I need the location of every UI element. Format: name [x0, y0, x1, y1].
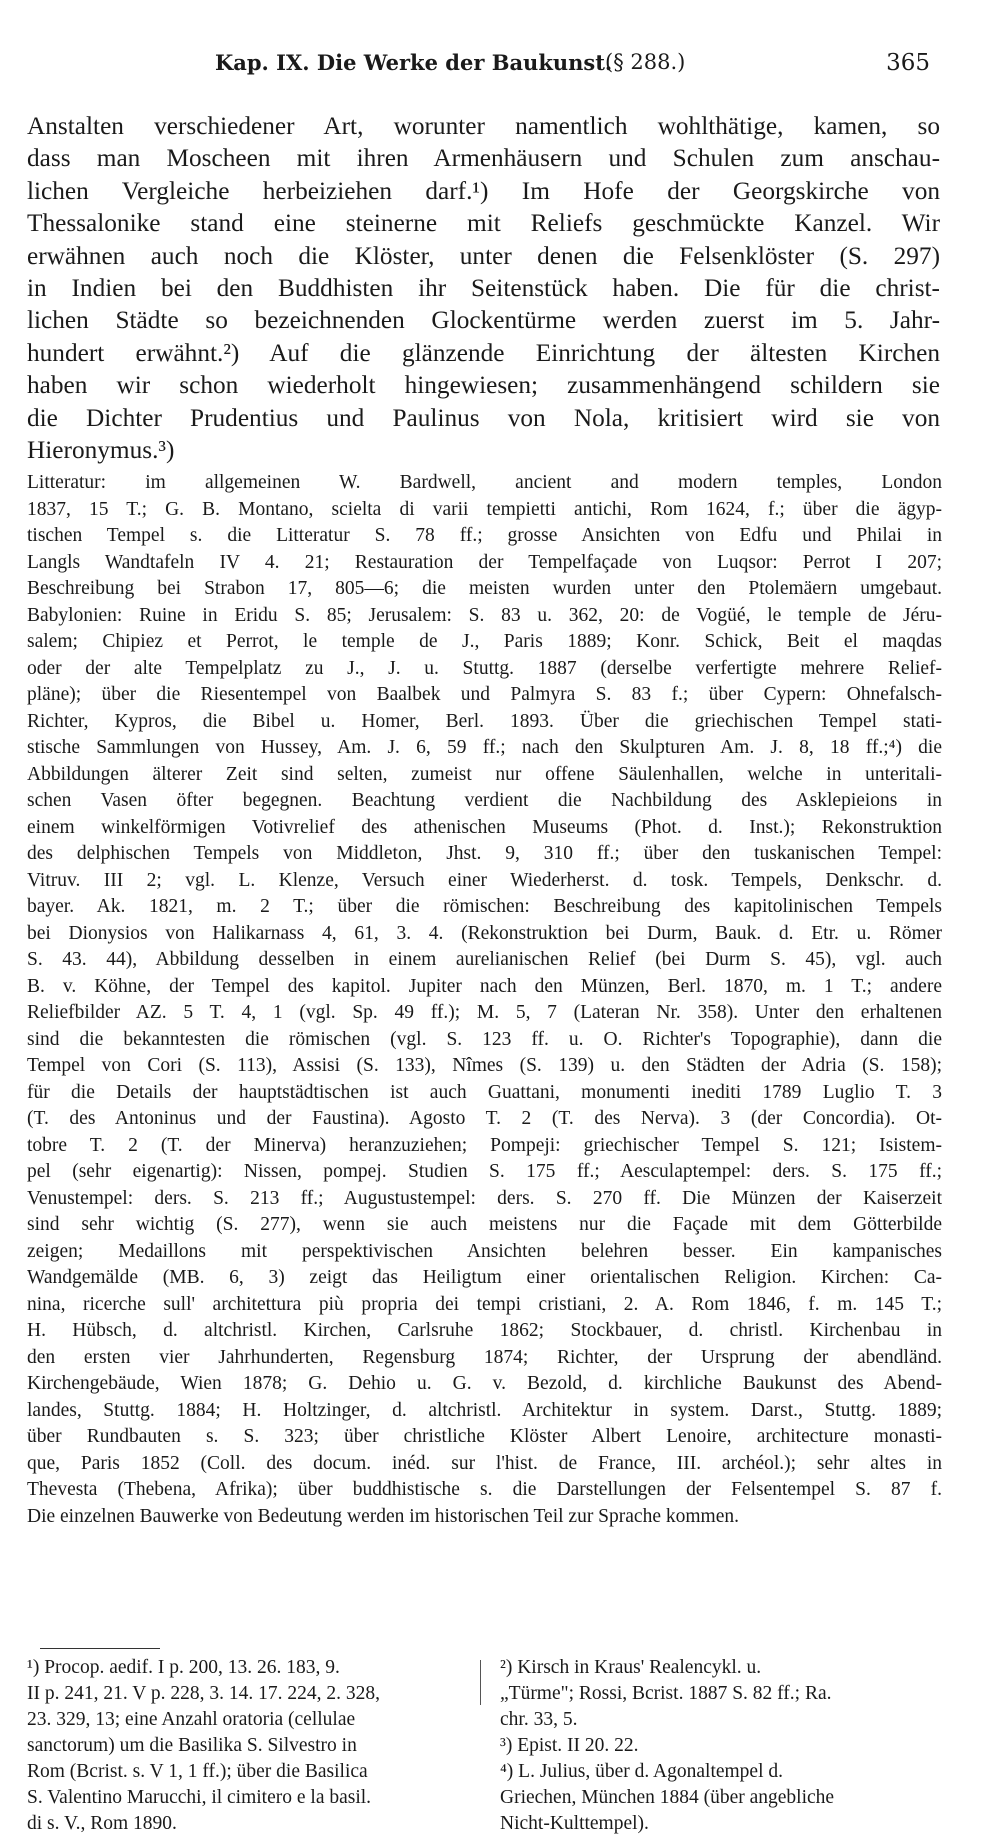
literature-line: Langls Wandtafeln IV 4. 21; Restauration der Tempelfaçade von Luqsor: Perrot I 207;	[27, 551, 942, 573]
footnotes-left-column	[27, 1655, 467, 1837]
footnote-line: di s. V., Rom 1890.	[27, 1813, 177, 1834]
literature-line: salem; Chipiez et Perrot, le temple de J., Paris 1889; Konr. Schick, Beit el maqdas	[27, 631, 942, 652]
chapter-title: Kap. IX. Die Werke der Baukunst.	[215, 50, 613, 75]
page-number: 365	[886, 50, 930, 76]
text-line: lichen Vergleiche herbeiziehen darf.¹) Im Hofe der Georgskirche von	[27, 176, 940, 205]
literature-line: Richter, Kypros, die Bibel u. Homer, Berl. 1893. Über die griechischen Tempel stati-	[27, 710, 942, 732]
literature-line: sind die bekanntesten die römischen (vgl. S. 123 ff. u. O. Richter's Topographie), dann die	[27, 1028, 942, 1050]
literature-line: bayer. Ak. 1821, m. 2 T.; über die römischen: Beschreibung des kapitolinischen Tempels	[27, 896, 942, 917]
literature-line: den ersten vier Jahrhunderten, Regensburg 1874; Richter, der Ursprung der abendländ.	[27, 1346, 942, 1368]
literature-line: bei Dionysios von Halikarnass 4, 61, 3. 4. (Rekonstruktion bei Durm, Bauk. d. Etr. u. Römer	[27, 922, 942, 944]
footnote-line: chr. 33, 5.	[500, 1709, 578, 1730]
literature-line: Babylonien: Ruine in Eridu S. 85; Jerusalem: S. 83 u. 362, 20: de Vogüé, le temple de Jéru-	[27, 604, 942, 626]
literature-line: Vitruv. III 2; vgl. L. Klenze, Versuch einer Wiederherst. d. tosk. Tempels, Denkschr. d.	[27, 869, 942, 891]
literature-line: für die Details der hauptstädtischen ist auch Guattani, monumenti inediti 1789 Luglio T. 3	[27, 1081, 942, 1103]
literature-line: Venustempel: ders. S. 213 ff.; Augustustempel: ders. S. 270 ff. Die Münzen der Kaiserzeit	[27, 1187, 942, 1209]
literature-line: Litteratur: im allgemeinen W. Bardwell, ancient and modern temples, London	[27, 472, 942, 493]
footnote-line: ²) Kirsch in Kraus' Realencykl. u.	[500, 1657, 762, 1678]
literature-line: Beschreibung bei Strabon 17, 805—6; die meisten wurden unter den Ptolemäern umgebaut.	[27, 578, 942, 599]
literature-line: stische Sammlungen von Hussey, Am. J. 6, 59 ff.; nach den Skulpturen Am. J. 8, 18 ff.;⁴) die	[27, 737, 942, 758]
literature-line: sind sehr wichtig (S. 277), wenn sie auch meistens nur die Façade mit dem Götterbilde	[27, 1214, 942, 1235]
literature-line: landes, Stuttg. 1884; H. Holtzinger, d. altchristl. Architektur in system. Darst., Stuttg. 1889;	[27, 1399, 942, 1421]
footnote-line: II p. 241, 21. V p. 228, 3. 14. 17. 224, 2. 328,	[27, 1683, 380, 1704]
literature-line: Wandgemälde (MB. 6, 3) zeigt das Heiligtum einer orientalischen Religion. Kirchen: Ca-	[27, 1267, 942, 1288]
text-line: in Indien bei den Buddhisten ihr Seitenstück haben. Die für die christ-	[27, 274, 940, 303]
literature-line: S. 43. 44), Abbildung desselben in einem aurelianischen Relief (bei Durm S. 45), vgl. auch	[27, 949, 942, 970]
literature-paragraph	[27, 470, 942, 1530]
footnote-line: ⁴) L. Julius, über d. Agonaltempel d.	[500, 1761, 784, 1782]
literature-line: nina, ricerche sull' architettura più propria dei tempi cristiani, 2. A. Rom 1846, f. m. 145 T.;	[27, 1293, 942, 1315]
text-line: haben wir schon wiederholt hingewiesen; zusammenhängend schildern sie	[27, 371, 940, 400]
literature-line: Thevesta (Thebena, Afrika); über buddhistische s. die Darstellungen der Felsentempel S. 87 f.	[27, 1479, 942, 1500]
running-header	[200, 50, 950, 80]
literature-line: schen Vasen öfter begegnen. Beachtung verdient die Nachbildung des Asklepieions in	[27, 790, 942, 811]
literature-line: Abbildungen älterer Zeit sind selten, zumeist nur offene Säulenhallen, welche in unteritali-	[27, 763, 942, 785]
literature-line: (T. des Antoninus und der Faustina). Agosto T. 2 (T. des Nerva). 3 (der Concordia). Ot-	[27, 1108, 942, 1129]
main-paragraph	[27, 110, 940, 466]
literature-line: Tempel von Cori (S. 113), Assisi (S. 133), Nîmes (S. 139) u. den Städten der Adria (S. 158);	[27, 1055, 942, 1076]
footnote-line: „Türme"; Rossi, Bcrist. 1887 S. 82 ff.; Ra.	[500, 1683, 832, 1704]
text-line: Anstalten verschiedener Art, worunter namentlich wohlthätige, kamen, so	[27, 112, 940, 140]
footnote-line: S. Valentino Marucchi, il cimitero e la basil.	[27, 1787, 372, 1808]
literature-line: pel (sehr eigenartig): Nissen, pompej. Studien S. 175 ff.; Aesculaptempel: ders. S. 175 ff.;	[27, 1161, 942, 1182]
literature-line: Die einzelnen Bauwerke von Bedeutung werden im historischen Teil zur Sprache kommen.	[27, 1505, 739, 1527]
literature-line: zeigen; Medaillons mit perspektivischen Ansichten belehren besser. Ein kampanisches	[27, 1240, 942, 1262]
literature-line: pläne); über die Riesentempel von Baalbek und Palmyra S. 83 f.; über Cypern: Ohnefalsch-	[27, 684, 942, 705]
literature-line: B. v. Köhne, der Tempel des kapitol. Jupiter nach den Münzen, Berl. 1870, m. 1 T.; andere	[27, 975, 942, 997]
footnote-line: sanctorum) um die Basilika S. Silvestro in	[27, 1735, 357, 1756]
literature-line: Kirchengebäude, Wien 1878; G. Dehio u. G. v. Bezold, d. kirchliche Baukunst des Abend-	[27, 1373, 942, 1394]
text-line: Thessalonike stand eine steinerne mit Reliefs geschmückte Kanzel. Wir	[27, 209, 940, 238]
literature-line: des delphischen Tempels von Middleton, Jhst. 9, 310 ff.; über den tuskanischen Tempel:	[27, 843, 942, 864]
footnote-line: 23. 329, 13; eine Anzahl oratoria (cellulae	[27, 1709, 356, 1730]
text-line: hundert erwähnt.²) Auf die glänzende Einrichtung der ältesten Kirchen	[27, 338, 940, 367]
literature-line: Reliefbilder AZ. 5 T. 4, 1 (vgl. Sp. 49 ff.); M. 5, 7 (Lateran Nr. 358). Unter den erhaltenen	[27, 1002, 942, 1023]
footnote-line: Nicht-Kulttempel).	[500, 1813, 649, 1834]
text-line: Hieronymus.³)	[27, 436, 175, 465]
literature-line: H. Hübsch, d. altchristl. Kirchen, Carlsruhe 1862; Stockbauer, d. christl. Kirchenbau in	[27, 1320, 942, 1341]
section-reference: (§ 288.)	[605, 50, 686, 74]
text-line: die Dichter Prudentius und Paulinus von Nola, kritisiert wird sie von	[27, 403, 940, 432]
text-line: dass man Moscheen mit ihren Armenhäusern und Schulen zum anschau-	[27, 144, 940, 173]
footnote-line: ¹) Procop. aedif. I p. 200, 13. 26. 183, 9.	[27, 1657, 340, 1678]
literature-line: einem winkelförmigen Votivrelief des athenischen Museums (Phot. d. Inst.); Rekonstruktion	[27, 816, 942, 838]
literature-line: oder der alte Tempelplatz zu J., J. u. Stuttg. 1887 (derselbe verfertigte mehrere Relief-	[27, 657, 942, 679]
footnotes-right-column	[500, 1655, 945, 1837]
literature-line: 1837, 15 T.; G. B. Montano, scielta di varii tempietti antichi, Rom 1624, f.; über die ägyp-	[27, 498, 942, 520]
footnote-separator	[40, 1648, 160, 1649]
text-line: erwähnen auch noch die Klöster, unter denen die Felsenklöster (S. 297)	[27, 241, 940, 270]
footnote-line: Rom (Bcrist. s. V 1, 1 ff.); über die Basilica	[27, 1761, 368, 1782]
literature-line: que, Paris 1852 (Coll. des docum. inéd. sur l'hist. de France, III. archéol.); sehr altes in	[27, 1452, 942, 1474]
column-divider	[480, 1660, 481, 1705]
footnote-line: ³) Epist. II 20. 22.	[500, 1735, 639, 1756]
footnote-line: Griechen, München 1884 (über angebliche	[500, 1787, 835, 1808]
text-line: lichen Städte so bezeichnenden Glockentürme werden zuerst im 5. Jahr-	[27, 306, 940, 335]
literature-line: über Rundbauten s. S. 323; über christliche Klöster Albert Lenoire, architecture monasti-	[27, 1426, 942, 1447]
literature-line: tobre T. 2 (T. der Minerva) heranzuziehen; Pompeji: griechischer Tempel S. 121; Isistem-	[27, 1134, 942, 1156]
literature-line: tischen Tempel s. die Litteratur S. 78 ff.; grosse Ansichten von Edfu und Philai in	[27, 525, 942, 546]
